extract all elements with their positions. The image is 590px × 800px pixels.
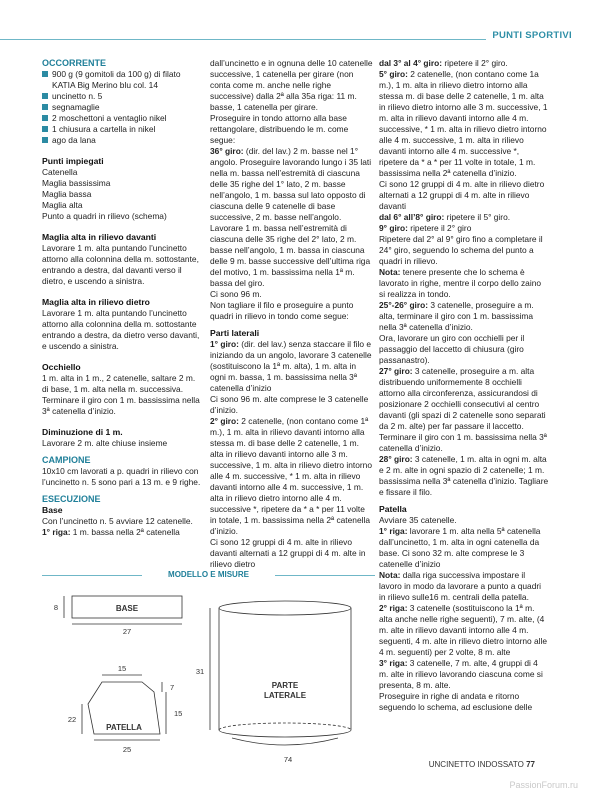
base-height-value: 8 (53, 603, 59, 612)
campione-text: 10x10 cm lavorati a p. quadri in rilievo con l’uncinetto n. 5 sono pari a 13 m. e 9 righe. (42, 466, 201, 487)
page-footer (429, 760, 535, 769)
material-item: ago da lana (42, 135, 202, 146)
lateral-height-value: 31 (195, 667, 205, 676)
material-item: 2 moschettoni a ventaglio nikel (42, 113, 202, 124)
column-1 (42, 58, 202, 538)
paragraph: Ora, lavorare un giro con occhielli per il passaggio del laccetto di chiusura (giro passanastro). (379, 333, 525, 365)
patella-top-value: 15 (117, 664, 127, 673)
giro-5: 5° giro: 2 catenelle, (non contano come 1a m.), 1 m. alta in rilievo dietro intorno alla stessa m. di base delle 2 catenelle, 1 m. alta in rilievo dietro intorno alle 3 m. successive, 1 m. alta in rilievo davanti intorno alle 4 m. successive, * 1 m. alta in rilievo dietro intorno alle 4 m. successive, 1 m. alta in rilievo davanti intorno alle 4 m. successive *, ripetere da * a * per 11 volte in totale, 1 m. bassissima nella 2ª catenella d’inizio. (379, 69, 548, 178)
diminuzione-heading: Diminuzione di 1 m. (42, 427, 123, 437)
punto-item: Maglia bassissima (42, 178, 111, 188)
esecuzione-heading: ESECUZIONE (42, 494, 101, 504)
giro-6-8: dal 6° all’8° giro: ripetere il 5° giro. (379, 212, 511, 222)
giro-2: 2° giro: 2 catenelle, (non contano come 1ª m.), 1 m. alta in rilievo davanti intorno alla stessa m. di base delle 2 catenelle, 1 m. alta in rilievo davanti intorno alle 3 m. successive, 1 m. alta in rilievo dietro intorno alle 4 m. successive, * 1 m. alta in rilievo davanti intorno alle 4 m. successive, 1 m. alta in rilievo dietro intorno alle 4 m. successive *, ripetere da * a * per 11 volte in totale, 1 m. bassissima nella 2ª catenella d’inizio. (210, 416, 372, 536)
cylinder-top (219, 601, 351, 615)
occhiello-text: 1 m. alta in 1 m., 2 catenelle, saltare 2 m. di base, 1 m. alta nella m. successiva. Terminare il giro con 1 m. bassissima nella 3ª catenella d’inizio. (42, 373, 200, 416)
material-item: 900 g (9 gomitoli da 100 g) di filato KATIA Big Merino blu col. 14 (42, 69, 202, 91)
riga-3: 3° riga: 3 catenelle, 7 m. alte, 4 gruppi di 4 m. alte in rilievo lavorando ciascuna come si presenta, 8 m. alte. (379, 658, 543, 690)
patella-right-value: 15 (174, 709, 183, 718)
square-bullet-icon (42, 71, 48, 77)
paragraph: Ripetere dal 2° al 9° giro fino a completare il 24° giro, seguendo lo schema del punto a quadri in rilievo. (379, 234, 543, 266)
mari-text: Lavorare 1 m. alta puntando l’uncinetto attorno alla colonnina della m. sottostante entrando a destra, da dietro verso davanti, e uscendo a sinistra. (42, 308, 200, 351)
giro-1: 1° giro: (dir. del lav.) senza staccare il filo e iniziando da un angolo, lavorare 3 catenelle (sostituiscono la 1ª m. alta), 1 m. alta in ogni m. bassa, 1 m. bassissima nella 3ª catenella d’inizio (210, 339, 372, 393)
mari-heading: Maglia alta in rilievo dietro (42, 297, 150, 307)
lateral-width-value: 74 (283, 755, 293, 764)
material-item: uncinetto n. 5 (42, 91, 202, 102)
base-width-value: 27 (122, 627, 132, 636)
riga-1: 1° riga: lavorare 1 m. alta nella 5ª catenella dall’uncinetto, 1 m. alta in ogni catenella da base. Ci sono 32 m. alte comprese le 3 catenelle d’inizio (379, 526, 541, 569)
punto-item: Punto a quadri in rilievo (schema) (42, 211, 167, 221)
parti-laterali-heading: Parti laterali (210, 328, 260, 338)
material-item: segnamaglie (42, 102, 202, 113)
patella-heading: Patella (379, 504, 407, 514)
schematic-svg (42, 570, 375, 775)
punto-item: Catenella (42, 167, 78, 177)
patella-label: PATELLA (106, 723, 142, 732)
cylinder-bottom (219, 730, 351, 737)
section-title: PUNTI SPORTIVI (486, 30, 578, 41)
lateral-label-2: LATERALE (263, 691, 307, 700)
lateral-circumference-dim (232, 738, 338, 745)
diagram-title: MODELLO E MISURE (168, 570, 249, 579)
patella-bottom-value: 25 (122, 745, 132, 754)
paragraph: Proseguire in righe di andata e ritorno seguendo lo schema, ad esclusione delle (379, 691, 533, 712)
cylinder-bottom-hidden (219, 723, 351, 730)
punto-item: Maglia bassa (42, 189, 92, 199)
base-heading: Base (42, 505, 63, 515)
campione-heading: CAMPIONE (42, 455, 91, 465)
giro-25-26: 25°-26° giro: 3 catenelle, proseguire a m. alta, terminare il giro con 1 m. bassissima nella 3ª catenella d’inizio. (379, 300, 534, 332)
page-number: 77 (526, 760, 535, 769)
paragraph: Non tagliare il filo e proseguire a punto quadri in rilievo in tondo come segue: (210, 300, 354, 321)
riga-2: 2° riga: 3 catenelle (sostituiscono la 1ª m. alta anche nelle righe seguenti), 7 m. alte, (4 m. alte in rilievo davanti intorno alle 4 m. seguenti, 4 m. alte in rilievo dietro intorno alle 4 m. seguenti) per 2 volte, 8 m. alte (379, 603, 548, 657)
patella-left-value: 22 (67, 715, 77, 724)
paragraph: Ci sono 12 gruppi di 4 m. alte in rilievo davanti alternati a 12 gruppi di 4 m. alte in rilievo dietro (210, 537, 366, 569)
header-rule (0, 39, 560, 40)
paragraph: Ci sono 96 m. alte comprese le 3 catenelle d’inizio. (210, 394, 369, 415)
square-bullet-icon (42, 126, 48, 132)
paragraph: Proseguire in tondo attorno alla base rettangolare, distribuendo le m. come segue: (210, 113, 349, 145)
materials-list (42, 69, 202, 146)
square-bullet-icon (42, 104, 48, 110)
model-diagram (42, 570, 375, 775)
punti-heading: Punti impiegati (42, 156, 104, 166)
giro-3-4: dal 3° al 4° giro: ripetere il 2° giro. (379, 58, 508, 68)
occorrente-heading: OCCORRENTE (42, 58, 107, 68)
nota-1: Nota: tenere presente che lo schema è lavorato in righe, mentre il corpo dello zaino si realizza in tondo. (379, 267, 542, 299)
diminuzione-text: Lavorare 2 m. alte chiuse insieme (42, 438, 168, 448)
mard-text: Lavorare 1 m. alta puntando l’uncinetto attorno alla colonnina della m. sottostante, entrando a destra, dal davanti verso il dietro, e uscendo a sinistra. (42, 243, 199, 286)
paragraph: Ci sono 12 gruppi di 4 m. alte in rilievo dietro alternati a 12 gruppi di 4 m. alte in rilievo davanti (379, 179, 545, 211)
square-bullet-icon (42, 115, 48, 121)
mard-heading: Maglia alta in rilievo davanti (42, 232, 157, 242)
column-3 (379, 58, 549, 713)
section-header (0, 30, 590, 46)
giro-36: 36° giro: (dir. del lav.) 2 m. basse nel 1° angolo. Proseguire lavorando lungo i 35 lati nella m. bassa nell’estremità di ciascuna delle 35 righe del 1° lato, 2 m. basse nell’angolo, 1 m. bassa sul lato opposto di ciascuna delle 9 catenelle di base successive, 2 m. basse nell’angolo. Lavorare 1 m. bassa nell’estremità di ciascuna delle 35 righe del 2° lato, 2 m. basse nell’angolo, 1 m. bassa in ciascuna delle 9 m. basse successive dell’ultima riga del motivo, 1 m. bassissima nella 1ª m. bassa del giro. (210, 146, 372, 288)
punto-item: Maglia alta (42, 200, 83, 210)
occhiello-heading: Occhiello (42, 362, 81, 372)
base-label: BASE (115, 604, 139, 613)
square-bullet-icon (42, 93, 48, 99)
base-text: Con l’uncinetto n. 5 avviare 12 catenelle. (42, 516, 193, 526)
riga1-text: 1° riga: 1 m. bassa nella 2ª catenella (42, 527, 180, 537)
lateral-label-1: PARTE (271, 681, 299, 690)
square-bullet-icon (42, 137, 48, 143)
giro-28: 28° giro: 3 catenelle, 1 m. alta in ogni m. alta e 2 m. alte in ogni spazio di 2 catenelle; 1 m. bassissima nella 3ª catenella d’inizio. Tagliare e fissare il filo. (379, 454, 549, 497)
column-2 (210, 58, 373, 570)
magazine-name: UNCINETTO INDOSSATO (428, 760, 524, 769)
nota-2: Nota: dalla riga successiva impostare il lavoro in modo da lavorare a punto a quadri in rilievo sulle16 m. centrali della patella. (379, 570, 542, 602)
paragraph: Ci sono 96 m. (210, 289, 262, 299)
watermark: PassionForum.ru (509, 780, 578, 790)
patella-small-value: 7 (170, 683, 175, 692)
paragraph: Avviare 35 catenelle. (379, 515, 457, 525)
giro-9: 9° giro: ripetere il 2° giro (379, 223, 472, 233)
paragraph: dall’uncinetto e in ognuna delle 10 catenelle successive, 1 catenella per girare (non conta come m. anche nelle righe successive) dalla 2ª alla 35a riga: 11 m. basse, 1 catenella per girare. (210, 58, 373, 112)
material-item: 1 chiusura a cartella in nikel (42, 124, 202, 135)
giro-27: 27° giro: 3 catenelle, proseguire a m. alta distribuendo uniformemente 8 occhielli attorno alla circonferenza, assicurandosi di posizionare 2 occhielli consecutivi al centro davanti (gli spazi di 2 catenelle sono separati da 2 m. alte) per far passare il laccetto. Terminare il giro con 1 m. bassissima nella 3ª catenella d’inizio. (379, 366, 547, 453)
